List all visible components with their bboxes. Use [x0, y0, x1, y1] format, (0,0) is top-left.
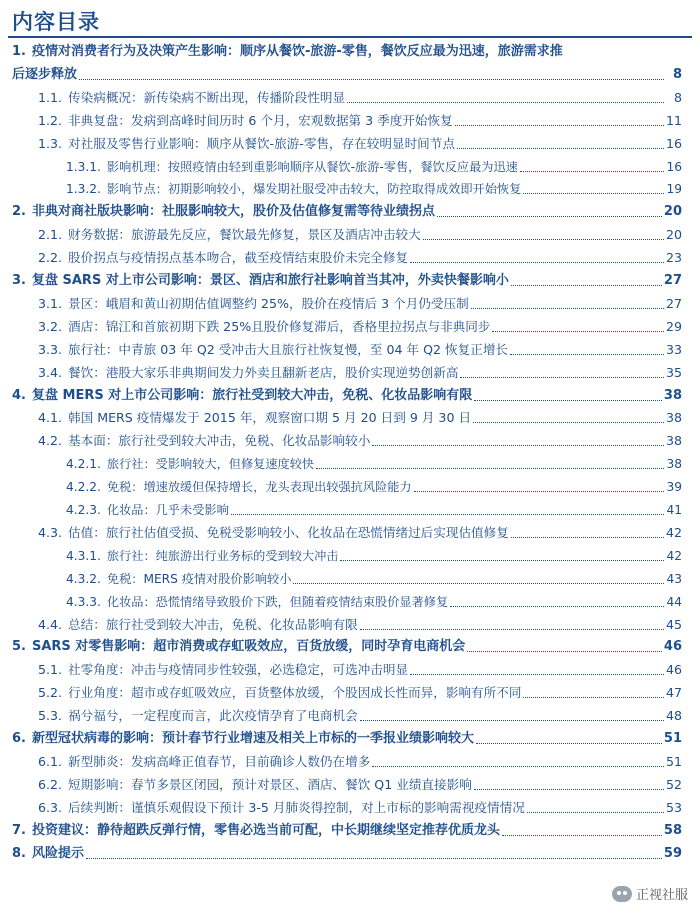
- toc-page-number: 43: [666, 571, 682, 586]
- toc-entry-title: 旅行社：受影响较大，但修复速度较快: [106, 457, 315, 472]
- toc-entry-title: 影响机理：按照疫情由轻到重影响顺序从餐饮-旅游-零售，餐饮反应最为迅速: [106, 159, 518, 174]
- toc-entry-title: 复盘 SARS 对上市公司影响：景区、酒店和旅行社影响首当其冲，外卖快餐影响小: [31, 273, 509, 288]
- toc-page-number: 42: [666, 548, 682, 563]
- toc-entry-number: 4.2.3.: [66, 503, 101, 517]
- toc-dot-leader: [474, 789, 664, 790]
- toc-entry-title: 餐饮：港股大家乐非典期间发力外卖且翻新老店，股价实现逆势创新高: [68, 364, 459, 380]
- toc-entry-title: 短期影响：春节多景区闭园，预计对景区、酒店、餐饮 Q1 业绩直接影响: [68, 776, 472, 792]
- toc-dot-leader: [511, 285, 662, 286]
- toc-entry-number: 4.2.: [38, 433, 63, 449]
- toc-entry-number: 3.4.: [38, 364, 63, 380]
- toc-dot-leader: [79, 79, 664, 80]
- toc-dot-leader: [523, 193, 664, 194]
- toc-page-number: 42: [665, 524, 682, 540]
- toc-entry-title: 新型肺炎：发病高峰正值春节，目前确诊人数仍在增多: [68, 753, 371, 769]
- toc-dot-leader: [410, 674, 664, 675]
- toc-entry-title: 后续判断：谨慎乐观假设下预计 3-5 月肺炎得控制，对上市标的影响需视疫情情况: [68, 799, 525, 815]
- toc-entry-title: 对社服及零售行业影响：顺序从餐饮-旅游-零售，存在较明显时间节点: [68, 135, 455, 151]
- toc-dot-leader: [231, 514, 664, 515]
- toc-dot-leader: [510, 354, 664, 355]
- toc-entry-number: 1.: [12, 44, 26, 59]
- toc-entry-number: 1.1.: [38, 89, 63, 105]
- toc-entry[interactable]: [38, 431, 682, 451]
- toc-entry[interactable]: [38, 363, 682, 383]
- toc-entry-number: 6.3.: [38, 799, 63, 815]
- toc-entry-number: 4.4.: [38, 616, 63, 632]
- toc-page-number: 39: [666, 480, 682, 495]
- toc-entry-number: 5.: [12, 639, 26, 655]
- toc-entry-number: 4.3.1.: [66, 548, 101, 563]
- toc-entry-title: 行业角度：超市或存虹吸效应，百货整体放缓，个股因成长性而异，影响有所不同: [68, 685, 522, 701]
- toc-entry[interactable]: [66, 477, 682, 497]
- toc-entry-title: 财务数据：旅游最先反应，餐饮最先修复，景区及酒店冲击较大: [68, 227, 421, 243]
- toc-entry[interactable]: [38, 294, 682, 314]
- toc-page-number: 51: [665, 753, 682, 769]
- toc-page-number: 20: [663, 204, 682, 220]
- toc-entry[interactable]: [38, 248, 682, 268]
- toc-page-number: 27: [663, 273, 682, 288]
- toc-entry-number: 1.3.1.: [66, 159, 101, 174]
- toc-entry-title: 后逐步释放: [12, 66, 78, 82]
- toc-entry-title: 总结：旅行社受到较大冲击，免税、化妆品影响有限: [68, 616, 358, 632]
- toc-entry[interactable]: [38, 775, 682, 795]
- toc-entry[interactable]: [38, 752, 682, 772]
- toc-entry-number: 3.2.: [38, 318, 63, 334]
- toc-page-number: 41: [666, 503, 682, 517]
- toc-page-number: 20: [665, 227, 682, 243]
- toc-page-number: 48: [665, 708, 682, 724]
- toc-entry-number: 1.3.: [38, 135, 63, 151]
- toc-dot-leader: [460, 377, 664, 378]
- toc-page-number: 59: [663, 845, 682, 861]
- toc-entry[interactable]: [38, 660, 682, 680]
- toc-dot-leader: [471, 308, 664, 309]
- toc-entry-title: 估值：旅行社估值受损、免税受影响较小、化妆品在恐慌情绪过后实现估值修复: [68, 524, 509, 540]
- toc-entry-number: 4.3.2.: [66, 571, 101, 586]
- toc-page-number: 45: [665, 616, 682, 632]
- toc-entry[interactable]: [66, 500, 682, 520]
- toc-entry-number: 1.3.2.: [66, 182, 101, 197]
- toc-dot-leader: [502, 835, 662, 836]
- toc-page-number: 38: [663, 387, 682, 403]
- toc-entry-title: 韩国 MERS 疫情爆发于 2015 年，观察窗口期 5 月 20 日到 9 月 30 日: [68, 410, 472, 426]
- toc-entry-title: 社零角度：冲击与疫情同步性较强，必选稳定，可选冲击明显: [68, 662, 409, 678]
- toc-dot-leader: [476, 743, 662, 744]
- toc-entry-number: 2.1.: [38, 227, 63, 243]
- toc-page-number: 35: [665, 364, 682, 380]
- toc-dot-leader: [455, 125, 664, 126]
- toc-entry-title: 投资建议：静待超跌反弹行情，零售必选当前可配，中长期继续坚定推荐优质龙头: [31, 822, 500, 838]
- toc-dot-leader: [360, 629, 664, 630]
- toc-page-number: 38: [666, 457, 682, 472]
- toc-entry-number: 3.1.: [38, 295, 63, 311]
- toc-entry[interactable]: [12, 844, 682, 864]
- toc-entry[interactable]: [38, 798, 682, 818]
- toc-entry[interactable]: [66, 592, 682, 612]
- toc-entry[interactable]: [66, 157, 682, 177]
- toc-page-number: 19: [666, 182, 682, 197]
- toc-page-number: 23: [665, 250, 682, 266]
- toc-entry-title: 基本面：旅行社受到较大冲击，免税、化妆品影响较小: [68, 433, 371, 449]
- toc-entry-title: 旅行社：中青旅 03 年 Q2 受冲击大且旅行社恢复慢，至 04 年 Q2 恢复正增长: [68, 341, 509, 357]
- toc-entry[interactable]: [12, 386, 682, 406]
- wechat-icon: [612, 886, 632, 902]
- toc-dot-leader: [492, 331, 664, 332]
- toc-dot-leader: [372, 445, 664, 446]
- toc-page-number: 52: [665, 776, 682, 792]
- toc-dot-leader: [360, 720, 664, 721]
- toc-entry-number: 6.: [12, 731, 26, 746]
- toc-dot-leader: [474, 400, 662, 401]
- toc-entry-number: 6.2.: [38, 776, 63, 792]
- toc-dot-leader: [423, 239, 664, 240]
- toc-page-number: 29: [665, 318, 682, 334]
- toc-entry[interactable]: [66, 569, 682, 589]
- watermark-text: 正视社服: [635, 888, 688, 903]
- toc-entry[interactable]: [38, 88, 682, 108]
- toc-dot-leader: [293, 583, 664, 584]
- toc-page-number: 8: [673, 89, 682, 105]
- toc-entry-title: 复盘 MERS 对上市公司影响：旅行社受到较大冲击，免税、化妆品影响有限: [31, 387, 473, 403]
- toc-dot-leader: [450, 606, 664, 607]
- toc-dot-leader: [467, 651, 662, 652]
- watermark: [608, 882, 692, 905]
- toc-dot-leader: [457, 148, 664, 149]
- toc-entry[interactable]: [38, 317, 682, 337]
- toc-entry-title: 旅行社：纯旅游出行业务标的受到较大冲击: [106, 548, 339, 563]
- toc-entry-number: 5.1.: [38, 662, 63, 678]
- toc-entry[interactable]: [66, 179, 682, 199]
- toc-page-number: 44: [666, 594, 682, 609]
- toc-dot-leader: [86, 858, 662, 859]
- toc-entry-title: 非典复盘：发病到高峰时间历时 6 个月，宏观数据第 3 季度开始恢复: [68, 112, 453, 128]
- toc-entry[interactable]: [12, 637, 682, 657]
- toc-entry-title: 股价拐点与疫情拐点基本吻合，截至疫情结束股价未完全修复: [68, 250, 409, 266]
- title-divider: [8, 36, 692, 38]
- toc-entry[interactable]: [66, 454, 682, 474]
- toc-entry-number: 4.2.1.: [66, 457, 101, 472]
- toc-dot-leader: [372, 766, 664, 767]
- toc-entry-title: 化妆品：恐慌情绪导致股价下跌，但随着疫情结束股价显著修复: [106, 594, 449, 609]
- toc-dot-leader: [511, 537, 664, 538]
- toc-page-number: 46: [665, 662, 682, 678]
- toc-heading-line[interactable]: [12, 42, 682, 62]
- toc-page-number: 38: [665, 410, 682, 426]
- toc-entry-title: 影响节点：初期影响较小，爆发期社服受冲击较大，防控取得成效即开始恢复: [106, 182, 522, 197]
- toc-entry-title: 免税：增速放缓但保持增长，龙头表现出较强抗风险能力: [106, 480, 412, 495]
- toc-page-number: 51: [663, 731, 682, 746]
- toc-entry-number: 1.2.: [38, 112, 63, 128]
- toc-entry-number: 4.3.3.: [66, 594, 101, 609]
- toc-page-number: 16: [665, 135, 682, 151]
- page-title: 内容目录: [12, 10, 100, 34]
- toc-page-number: 8: [672, 66, 682, 82]
- toc-page-number: 16: [666, 159, 682, 174]
- toc-page-number: 53: [665, 799, 682, 815]
- toc-entry-number: 7.: [12, 822, 26, 838]
- toc-entry[interactable]: [12, 65, 682, 85]
- toc-entry-title: SARS 对零售影响：超市消费或存虹吸效应，百货放缓，同时孕育电商机会: [31, 639, 466, 655]
- toc-entry-number: 2.: [12, 204, 26, 220]
- toc-dot-leader: [527, 812, 664, 813]
- toc-entry-title: 传染病概况：新传染病不断出现，传播阶段性明显: [68, 89, 346, 105]
- toc-dot-leader: [473, 422, 664, 423]
- toc-entry-number: 6.1.: [38, 753, 63, 769]
- toc-entry-title: 风险提示: [31, 845, 84, 861]
- toc-entry-number: 5.3.: [38, 708, 63, 724]
- toc-dot-leader: [340, 560, 664, 561]
- toc-page-number: 46: [663, 639, 682, 655]
- toc-entry-number: 3.: [12, 273, 26, 288]
- toc-entry[interactable]: [12, 202, 682, 222]
- toc-page-number: 47: [665, 685, 682, 701]
- toc-entry[interactable]: [12, 271, 682, 291]
- toc-entry[interactable]: [38, 523, 682, 543]
- toc-entry[interactable]: [38, 111, 682, 131]
- toc-entry-title: 景区：峨眉和黄山初期估值调整约 25%，股价在疫情后 3 个月仍受压制: [68, 295, 469, 311]
- toc-dot-leader: [414, 491, 664, 492]
- toc-entry[interactable]: [12, 729, 682, 749]
- toc-entry-number: 4.1.: [38, 410, 63, 426]
- toc-entry-title: 祸兮福兮，一定程度而言，此次疫情孕育了电商机会: [68, 708, 358, 724]
- toc-entry-title: 酒店：锦江和首旅初期下跌 25%且股价修复滞后，香格里拉拐点与非典同步: [68, 318, 491, 334]
- toc-dot-leader: [410, 262, 664, 263]
- toc-entry[interactable]: [38, 706, 682, 726]
- toc-page-number: 38: [665, 433, 682, 449]
- toc-entry-title: 新型冠状病毒的影响：预计春节行业增速及相关上市标的一季报业绩影响较大: [31, 731, 474, 746]
- toc-entry[interactable]: [38, 615, 682, 635]
- toc-entry-number: 2.2.: [38, 250, 63, 266]
- toc-entry-number: 8.: [12, 845, 26, 861]
- toc-entry-number: 4.3.: [38, 524, 63, 540]
- toc-entry[interactable]: [38, 134, 682, 154]
- toc-entry[interactable]: [12, 821, 682, 841]
- toc-entry[interactable]: [38, 408, 682, 428]
- toc-entry-title: 非典对商社版块影响：社服影响较大，股价及估值修复需等待业绩拐点: [31, 204, 435, 220]
- toc-page-number: 11: [665, 112, 682, 128]
- toc-dot-leader: [347, 102, 664, 103]
- toc-entry-title: 免税：MERS 疫情对股价影响较小: [106, 571, 292, 586]
- toc-entry-number: 4.2.2.: [66, 480, 101, 495]
- toc-entry-number: 4.: [12, 387, 26, 403]
- toc-dot-leader: [316, 468, 664, 469]
- toc-entry-number: 3.3.: [38, 341, 63, 357]
- toc-page-number: 33: [665, 341, 682, 357]
- toc-entry-title: 化妆品：几乎未受影响: [106, 503, 229, 517]
- toc-entry[interactable]: [38, 683, 682, 703]
- toc-entry[interactable]: [38, 340, 682, 360]
- toc-entry-title: 疫情对消费者行为及决策产生影响：顺序从餐饮-旅游-零售，餐饮反应最为迅速，旅游需求推: [31, 44, 563, 59]
- toc-entry[interactable]: [38, 225, 682, 245]
- toc-dot-leader: [520, 171, 664, 172]
- toc-dot-leader: [523, 697, 664, 698]
- toc-page-number: 58: [663, 822, 682, 838]
- toc-entry[interactable]: [66, 546, 682, 566]
- toc-entry-number: 5.2.: [38, 685, 63, 701]
- toc-page-number: 27: [665, 295, 682, 311]
- toc-dot-leader: [437, 216, 662, 217]
